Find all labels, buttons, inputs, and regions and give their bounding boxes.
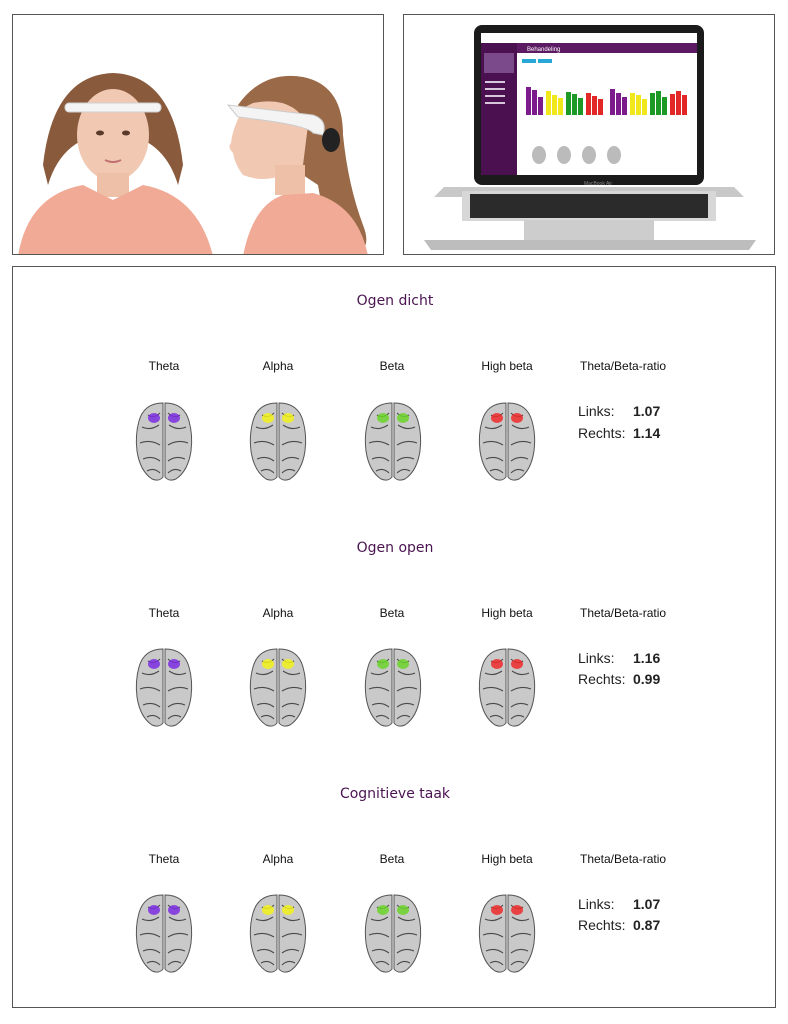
section-title-ogen-open: Ogen open bbox=[356, 540, 434, 556]
band-label-theta: Theta bbox=[148, 359, 180, 373]
band-label-beta: Beta bbox=[379, 606, 405, 620]
ratio-right-row bbox=[578, 425, 661, 441]
ratio-right-value: 0.99 bbox=[633, 671, 661, 687]
brain-theta-icon bbox=[132, 891, 196, 975]
ratio-right-row bbox=[578, 671, 661, 687]
laptop-app-title: Behandeling bbox=[527, 47, 561, 53]
brain-high-beta-icon bbox=[475, 399, 539, 483]
band-label-beta: Beta bbox=[379, 852, 405, 866]
laptop-brand: MacBook Air bbox=[584, 181, 613, 187]
brain-alpha-icon bbox=[246, 399, 310, 483]
laptop-illustration bbox=[404, 15, 775, 255]
ratio-left-value: 1.07 bbox=[633, 403, 661, 419]
ratio-left-label: Links: bbox=[578, 403, 615, 419]
ratio-left-row bbox=[578, 403, 661, 419]
ratio-left-label: Links: bbox=[578, 650, 615, 666]
band-label-alpha: Alpha bbox=[262, 606, 294, 620]
brain-beta-icon bbox=[361, 645, 425, 729]
band-label-theta: Theta bbox=[148, 852, 180, 866]
brain-high-beta-icon bbox=[475, 645, 539, 729]
ratio-left-value: 1.16 bbox=[633, 650, 661, 666]
band-label-beta: Beta bbox=[379, 359, 405, 373]
brain-beta-icon bbox=[361, 891, 425, 975]
brain-theta-icon bbox=[132, 399, 196, 483]
ratio-header: Theta/Beta-ratio bbox=[580, 606, 667, 620]
results-panel bbox=[12, 266, 776, 1008]
ratio-right-value: 0.87 bbox=[633, 917, 661, 933]
ratio-left-row bbox=[578, 896, 661, 912]
ratio-left-label: Links: bbox=[578, 896, 615, 912]
band-label-high-beta: High beta bbox=[481, 359, 533, 373]
band-label-theta: Theta bbox=[148, 606, 180, 620]
section-title-ogen-dicht: Ogen dicht bbox=[356, 293, 434, 309]
headband-photo-illustration bbox=[13, 15, 384, 255]
ratio-header: Theta/Beta-ratio bbox=[580, 852, 667, 866]
headband-photo bbox=[12, 14, 384, 255]
band-label-alpha: Alpha bbox=[262, 359, 294, 373]
brain-alpha-icon bbox=[246, 891, 310, 975]
band-label-high-beta: High beta bbox=[481, 852, 533, 866]
band-label-high-beta: High beta bbox=[481, 606, 533, 620]
ratio-left-value: 1.07 bbox=[633, 896, 661, 912]
band-label-alpha: Alpha bbox=[262, 852, 294, 866]
section-title-cognitieve-taak: Cognitieve taak bbox=[339, 786, 451, 802]
ratio-right-value: 1.14 bbox=[633, 425, 661, 441]
brain-alpha-icon bbox=[246, 645, 310, 729]
ratio-left-row bbox=[578, 650, 661, 666]
brain-beta-icon bbox=[361, 399, 425, 483]
ratio-right-label: Rechts: bbox=[578, 425, 626, 441]
brain-theta-icon bbox=[132, 645, 196, 729]
ratio-right-label: Rechts: bbox=[578, 917, 626, 933]
ratio-right-label: Rechts: bbox=[578, 671, 626, 687]
ratio-right-row bbox=[578, 917, 661, 933]
brain-high-beta-icon bbox=[475, 891, 539, 975]
ratio-header: Theta/Beta-ratio bbox=[580, 359, 667, 373]
laptop-photo bbox=[403, 14, 775, 255]
